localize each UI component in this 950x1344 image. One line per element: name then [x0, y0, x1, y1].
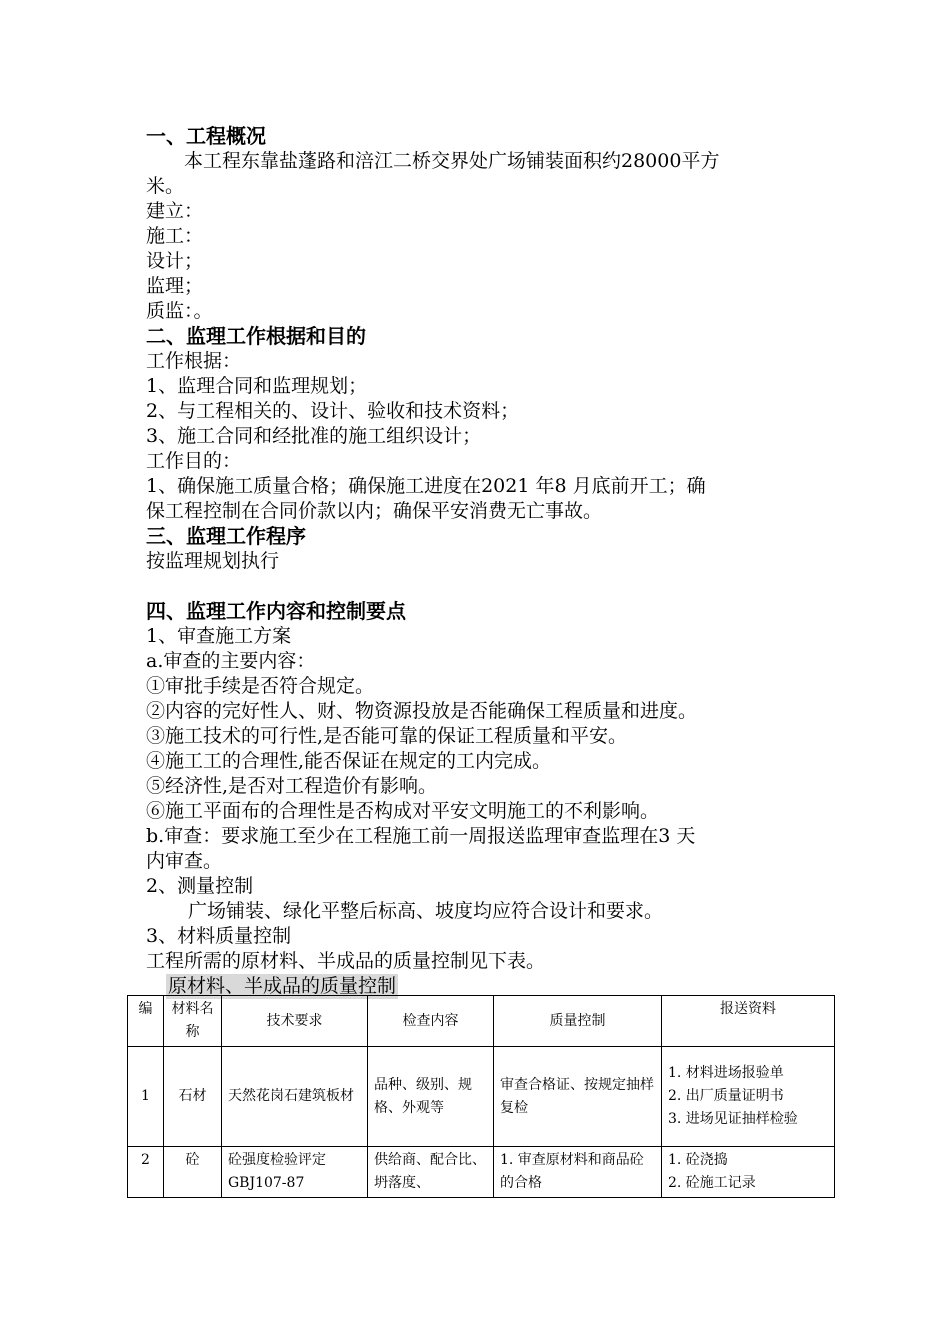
spacer [146, 574, 806, 599]
table-cell: 1 [128, 1047, 164, 1147]
header-cell: 检查内容 [368, 996, 494, 1047]
subheading: 3、材料质量控制 [146, 925, 292, 947]
table-row [128, 1147, 835, 1198]
paragraph: b.审查：要求施工至少在工程施工前一周报送监理审查监理在3 天 [146, 825, 696, 847]
table-cell: 1. 审查原材料和商品砼的合格 [494, 1147, 662, 1198]
header-cell: 报送资料 [662, 996, 835, 1047]
label: 工作根据： [146, 350, 242, 372]
field-line: 监理； [146, 275, 204, 297]
paragraph: 按监理规划执行 [146, 550, 280, 572]
header-cell: 质量控制 [494, 996, 662, 1047]
docs-line: 2. 砼施工记录 [668, 1175, 756, 1191]
paragraph: 本工程东靠盐蓬路和涪江二桥交界处广场铺装面积约28000平方 [184, 150, 720, 172]
table-cell: 石材 [164, 1047, 222, 1147]
section-heading: 四、监理工作内容和控制要点 [146, 599, 406, 623]
list-item: ①审批手续是否符合规定。 [146, 675, 375, 697]
paragraph: 内审查。 [146, 850, 223, 872]
field-line: 质监：。 [146, 300, 213, 322]
table-cell: 砼强度检验评定GBJ107-87 [222, 1147, 368, 1198]
table-header-row [128, 996, 835, 1047]
table-cell [662, 1047, 835, 1147]
label: a.审查的主要内容： [146, 650, 316, 672]
table-cell: 品种、级别、规格、外观等 [368, 1047, 494, 1147]
list-item: ⑥施工平面布的合理性是否构成对平安文明施工的不利影响。 [146, 800, 660, 822]
list-item: ②内容的完好性人、财、物资源投放是否能确保工程质量和进度。 [146, 700, 698, 722]
list-item: 2、与工程相关的、设计、验收和技术资料； [146, 400, 520, 422]
field-line: 设计； [146, 250, 204, 272]
header-cell: 材料名称 [164, 996, 222, 1047]
header-cell: 技术要求 [222, 996, 368, 1047]
paragraph: 广场铺装、绿化平整后标高、坡度均应符合设计和要求。 [188, 900, 664, 922]
table-cell: 天然花岗石建筑板材 [222, 1047, 368, 1147]
table-cell [662, 1147, 835, 1198]
header-cell: 编 [128, 996, 164, 1047]
subheading: 1、审查施工方案 [146, 625, 292, 647]
section-heading: 一、工程概况 [146, 124, 266, 148]
list-item: 1、监理合同和监理规划； [146, 375, 368, 397]
list-item: ③施工技术的可行性,是否能可靠的保证工程质量和平安。 [146, 725, 628, 747]
table-cell: 供给商、配合比、坍落度、 [368, 1147, 494, 1198]
table-cell: 审查合格证、按规定抽样复检 [494, 1047, 662, 1147]
list-item: 3、施工合同和经批准的施工组织设计； [146, 425, 482, 447]
table-cell: 砼 [164, 1147, 222, 1198]
document-body [146, 124, 806, 999]
docs-line: 2. 出厂质量证明书 [668, 1088, 784, 1104]
subheading: 2、测量控制 [146, 875, 254, 897]
field-line: 施工： [146, 225, 204, 247]
paragraph: 1、确保施工质量合格；确保施工进度在2021 年8 月底前开工；确 [146, 475, 706, 497]
list-item: ⑤经济性,是否对工程造价有影响。 [146, 775, 438, 797]
label: 工作目的： [146, 450, 242, 472]
table-row [128, 1047, 835, 1147]
field-line: 建立： [146, 200, 204, 222]
quality-control-table [127, 995, 835, 1198]
table-caption: 原材料、半成品的质量控制 [168, 975, 397, 997]
section-heading: 二、监理工作根据和目的 [146, 324, 366, 348]
paragraph: 工程所需的原材料、半成品的质量控制见下表。 [146, 950, 546, 972]
paragraph: 米。 [146, 175, 185, 197]
paragraph: 保工程控制在合同价款以内；确保平安消费无亡事故。 [146, 500, 603, 522]
section-heading: 三、监理工作程序 [146, 524, 306, 548]
docs-line: 1. 砼浇捣 [668, 1152, 728, 1168]
docs-line: 1. 材料进场报验单 [668, 1065, 784, 1081]
docs-line: 3. 进场见证抽样检验 [668, 1111, 798, 1127]
table-cell: 2 [128, 1147, 164, 1198]
list-item: ④施工工的合理性,能否保证在规定的工内完成。 [146, 750, 552, 772]
